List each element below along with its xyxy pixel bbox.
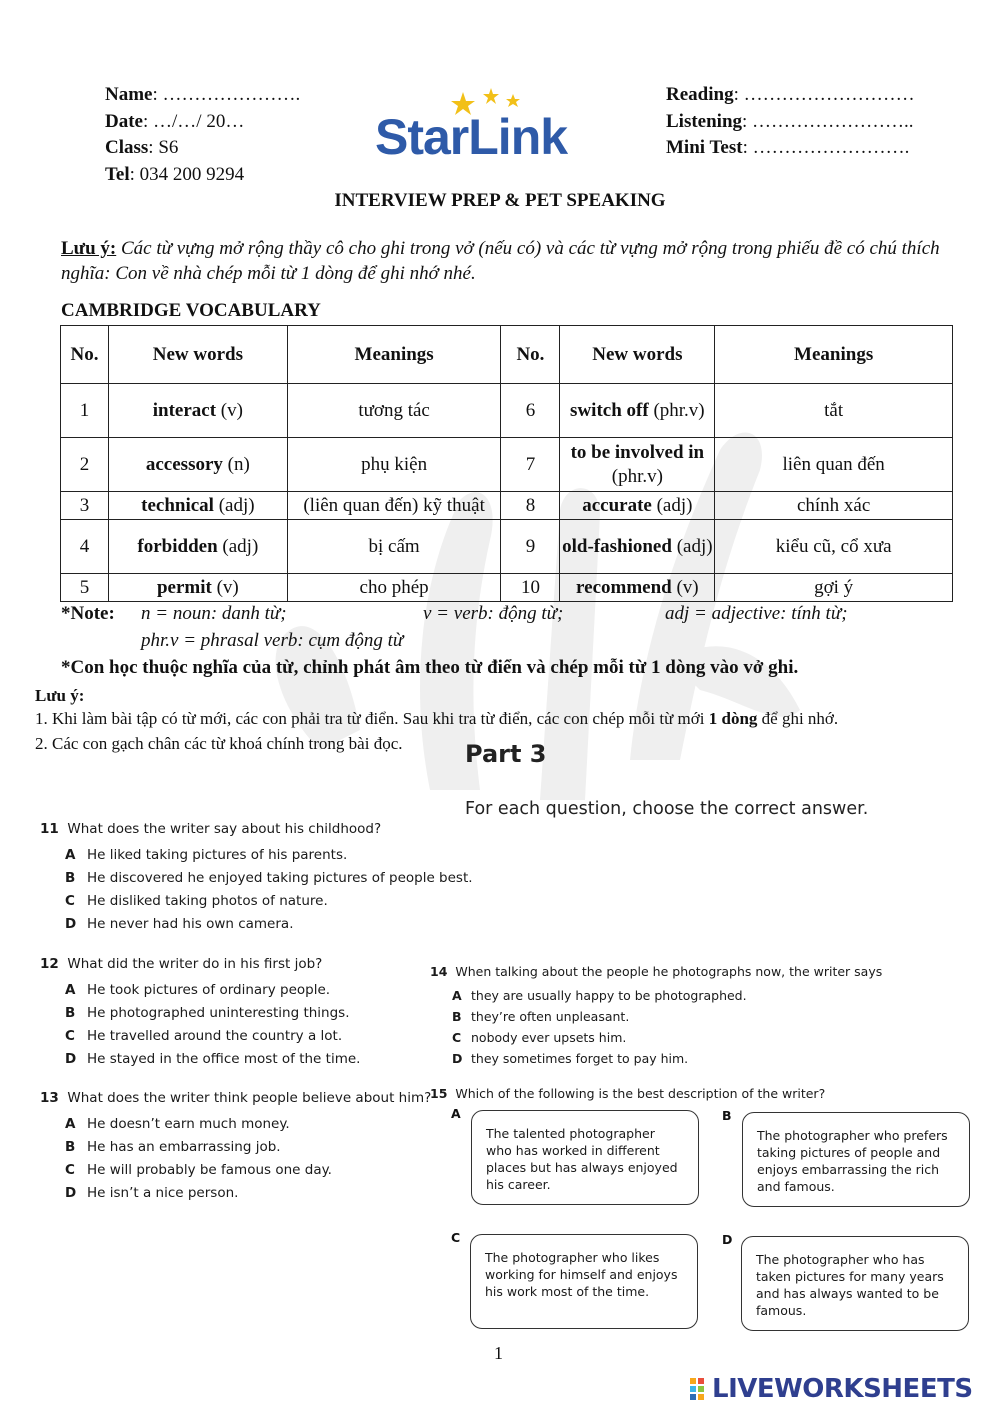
option[interactable]: A He liked taking pictures of his parents. [65, 847, 348, 863]
option[interactable]: D He never had his own camera. [65, 916, 294, 932]
col-header: Meanings [287, 326, 501, 384]
option[interactable]: B He discovered he enjoyed taking pictures of people best. [65, 870, 473, 886]
cell-meaning: phụ kiện [287, 438, 501, 492]
note-noun: n = noun: danh từ; [141, 603, 287, 624]
question-11: 11 What does the writer say about his childhood? A He liked taking pictures of his parents. B He discovered he enjoyed taking pictures of people best. C He disliked taking photos of nature. D He never had his own camera. [40, 821, 473, 936]
option[interactable]: D He isn’t a nice person. [65, 1185, 239, 1201]
option-letter: C [451, 1230, 461, 1245]
cell-no: 7 [501, 438, 560, 492]
option[interactable]: C He travelled around the country a lot. [65, 1028, 343, 1044]
option-letter: D [722, 1232, 733, 1247]
cell-word: forbidden (adj) [108, 520, 287, 574]
cell-word: switch off (phr.v) [560, 384, 715, 438]
liveworksheets-icon [690, 1378, 712, 1402]
intro-label: Lưu ý: [61, 238, 117, 259]
col-header: No. [501, 326, 560, 384]
tel-line: Tel: 034 200 9294 [105, 163, 245, 185]
option-box-d[interactable]: The photographer who has taken pictures for many years and has always wanted to be famous. [741, 1236, 969, 1331]
option[interactable]: A they are usually happy to be photographed. [452, 988, 747, 1003]
option[interactable]: C He will probably be famous one day. [65, 1162, 332, 1178]
cell-word: accessory (n) [108, 438, 287, 492]
option[interactable]: A He took pictures of ordinary people. [65, 982, 331, 998]
cell-meaning: chính xác [715, 492, 953, 520]
vocab-heading: CAMBRIDGE VOCABULARY [61, 300, 321, 321]
reading-line: Reading: ……………………… [666, 84, 915, 105]
cell-no: 5 [61, 574, 109, 602]
option[interactable]: D He stayed in the office most of the time. [65, 1051, 361, 1067]
cell-no: 1 [61, 384, 109, 438]
page-title: INTERVIEW PREP & PET SPEAKING [334, 190, 666, 211]
cell-word: permit (v) [108, 574, 287, 602]
starlink-logo [375, 88, 605, 168]
part-instruction: For each question, choose the correct answer. [465, 799, 869, 819]
option[interactable]: C He disliked taking photos of nature. [65, 893, 328, 909]
header-left [105, 82, 300, 188]
logo-text: StarLink [375, 109, 568, 165]
question-14: 14 When talking about the people he photographs now, the writer says A they are usually happy to be photographed. B they’re often unpleasant. C nobody ever upsets him. D they sometimes forget to pay him. [430, 964, 882, 1069]
cell-no: 4 [61, 520, 109, 574]
intro-text: Các từ vựng mở rộng thầy cô cho ghi trong vở (nếu có) và các từ vựng mở rộng trong phiếu đề có chú thích nghĩa: Con về nhà chép mỗi từ 1 dòng để ghi nhớ nhé. [61, 238, 940, 284]
cell-no: 2 [61, 438, 109, 492]
page-number: 1 [494, 1343, 503, 1363]
vocab-header-row [61, 326, 953, 384]
note-verb: v = verb: động từ; [423, 603, 564, 624]
luu-y-line-2: 2. Các con gạch chân các từ khoá chính trong bài đọc. [35, 734, 403, 753]
col-header: No. [61, 326, 109, 384]
minitest-line: Mini Test: ……………………. [666, 137, 910, 158]
intro-note [61, 236, 941, 286]
cell-no: 10 [501, 574, 560, 602]
option[interactable]: D they sometimes forget to pay him. [452, 1051, 689, 1066]
cell-word: to be involved in (phr.v) [560, 438, 715, 492]
note-adj: adj = adjective: tính từ; [665, 603, 848, 624]
question-13: 13 What does the writer think people believe about him? A He doesn’t earn much money. B He has an embarrassing job. C He will probably be famous one day. D He isn’t a nice person. [40, 1090, 431, 1205]
listening-line: Listening: …………………….. [666, 110, 914, 132]
option[interactable]: B they’re often unpleasant. [452, 1009, 630, 1024]
option-letter: B [722, 1108, 732, 1123]
cell-meaning: cho phép [287, 574, 501, 602]
luu-y-line-1: 1. Khi làm bài tập có từ mới, các con phải tra từ điển. Sau khi tra từ điển, các con chép mỗi từ mới 1 dòng để ghi nhớ. [35, 709, 839, 728]
note-phrv: phr.v = phrasal verb: cụm động từ [141, 630, 404, 651]
cell-meaning: (liên quan đến) kỹ thuật [287, 492, 501, 520]
note-label: *Note: [61, 603, 115, 624]
class-line: Class: S6 [105, 137, 179, 158]
cell-no: 9 [501, 520, 560, 574]
part-title: Part 3 [465, 740, 547, 768]
table-row [61, 574, 953, 602]
option-box-a[interactable]: The talented photographer who has worked in different places but has always enjoyed his career. [471, 1110, 699, 1205]
cell-word: technical (adj) [108, 492, 287, 520]
luu-y-label: Lưu ý: [35, 686, 85, 705]
cell-word: recommend (v) [560, 574, 715, 602]
cell-meaning: tương tác [287, 384, 501, 438]
question-15: 15 Which of the following is the best description of the writer? [430, 1086, 826, 1101]
option[interactable]: B He photographed uninteresting things. [65, 1005, 350, 1021]
cell-no: 8 [501, 492, 560, 520]
question-12: 12 What did the writer do in his first job? A He took pictures of ordinary people. B He photographed uninteresting things. C He travelled around the country a lot. D He stayed in the office most of the time. [40, 956, 360, 1071]
brand-text: LIVEWORKSHEETS [712, 1374, 973, 1404]
name-line: Name: …………………. [105, 84, 301, 105]
table-row [61, 384, 953, 438]
cell-meaning: liên quan đến [715, 438, 953, 492]
cell-word: accurate (adj) [560, 492, 715, 520]
cell-no: 3 [61, 492, 109, 520]
cell-word: interact (v) [108, 384, 287, 438]
table-row [61, 438, 953, 492]
instruction-bold: *Con học thuộc nghĩa của từ, chỉnh phát âm theo từ điển và chép mỗi từ 1 dòng vào vở ghi. [61, 657, 799, 678]
table-row [61, 492, 953, 520]
cell-word: old-fashioned (adj) [560, 520, 715, 574]
liveworksheets-brand [690, 1374, 990, 1406]
col-header: New words [560, 326, 715, 384]
col-header: Meanings [715, 326, 953, 384]
header-right [666, 82, 915, 162]
option-letter: A [451, 1106, 461, 1121]
cell-meaning: gợi ý [715, 574, 953, 602]
col-header: New words [108, 326, 287, 384]
cell-no: 6 [501, 384, 560, 438]
option[interactable]: A He doesn’t earn much money. [65, 1116, 290, 1132]
table-row [61, 520, 953, 574]
option[interactable]: B He has an embarrassing job. [65, 1139, 281, 1155]
date-line: Date: …/…/ 20… [105, 110, 245, 132]
cell-meaning: bị cấm [287, 520, 501, 574]
option-box-b[interactable]: The photographer who prefers taking pictures of people and enjoys embarrassing the rich and famous. [742, 1112, 970, 1207]
option-box-c[interactable]: The photographer who likes working for himself and enjoys his work most of the time. [470, 1234, 698, 1329]
cell-meaning: tắt [715, 384, 953, 438]
vocab-table [60, 325, 953, 602]
option[interactable]: C nobody ever upsets him. [452, 1030, 627, 1045]
cell-meaning: kiểu cũ, cổ xưa [715, 520, 953, 574]
